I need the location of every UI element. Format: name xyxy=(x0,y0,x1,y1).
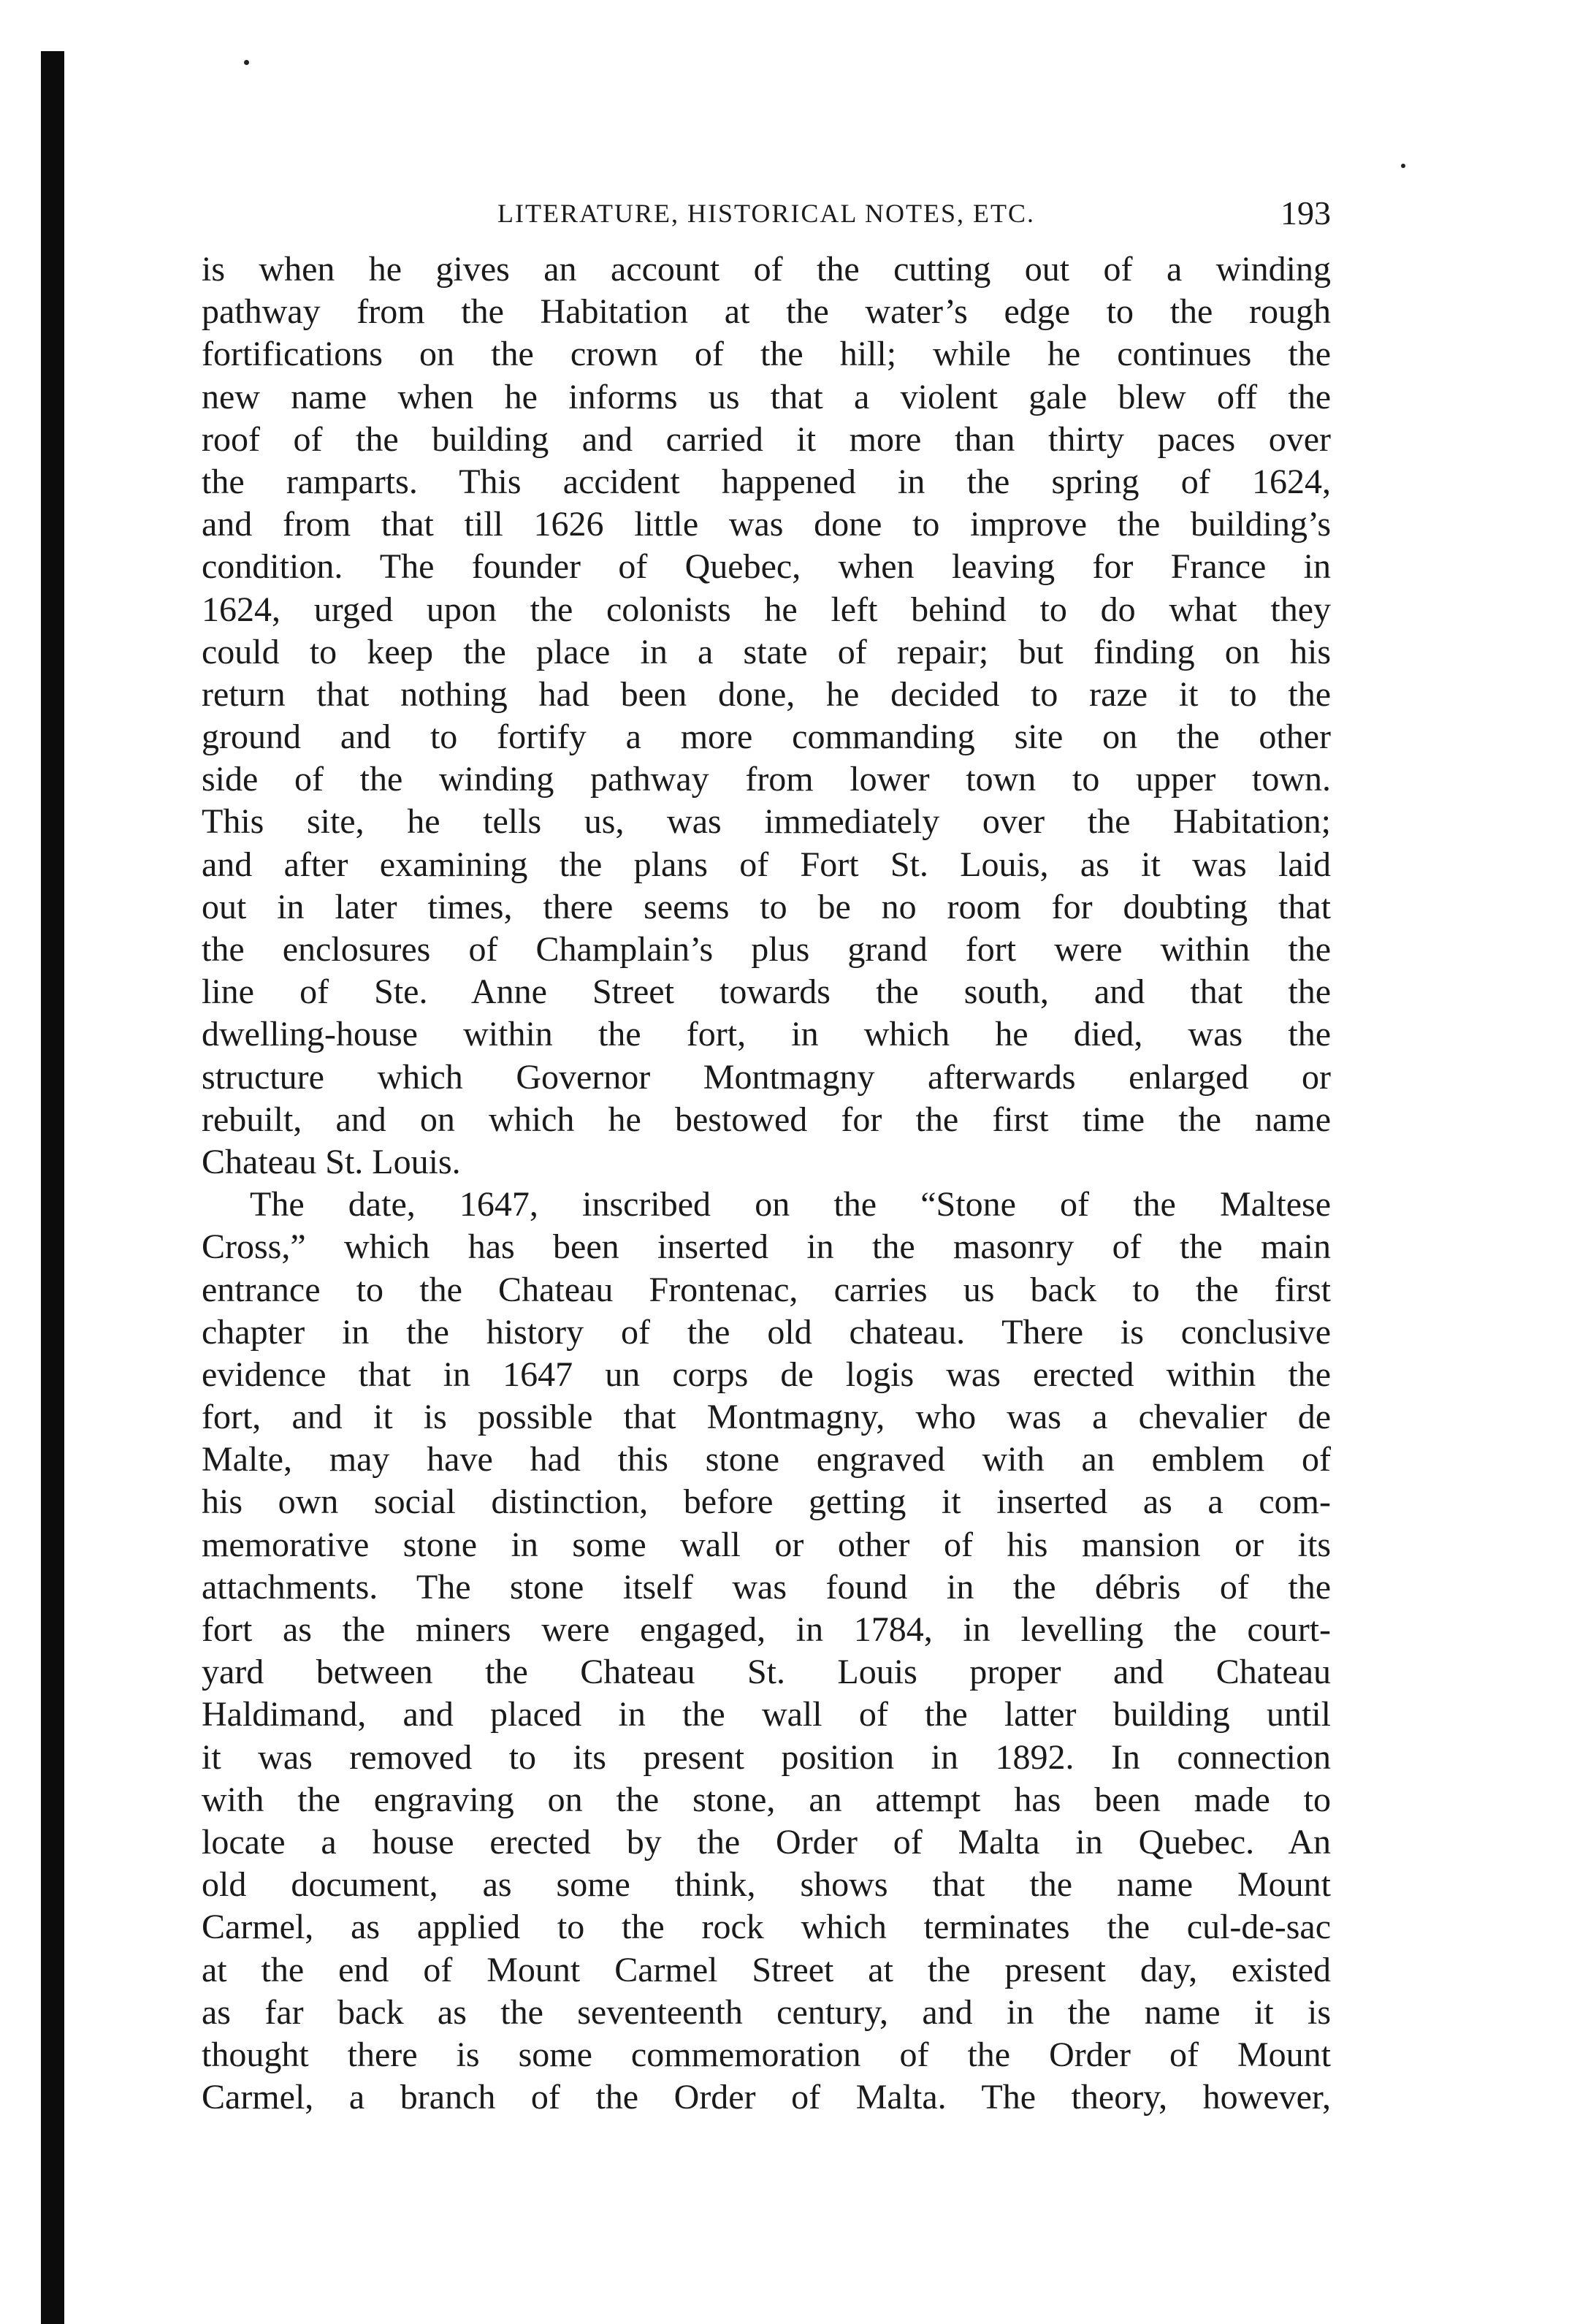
text-line: 1624, urged upon the colonists he left behind to do what they xyxy=(202,590,1331,629)
text-line: locate a house erected by the Order of Malta in Quebec. An xyxy=(202,1822,1331,1862)
paragraph-end-line: Chateau St. Louis. xyxy=(202,1142,461,1181)
text-line: out in later times, there seems to be no room for doubting that xyxy=(202,887,1331,926)
text-line: with the engraving on the stone, an attempt has been made to xyxy=(202,1780,1331,1819)
text-line: new name when he informs us that a violent gale blew off the xyxy=(202,377,1331,416)
text-line: the ramparts. This accident happened in the spring of 1624, xyxy=(202,462,1331,501)
text-line: line of Ste. Anne Street towards the south, and that the xyxy=(202,972,1331,1012)
text-line: is when he gives an account of the cutting out of a winding xyxy=(202,250,1331,289)
text-line: could to keep the place in a state of repair; but finding on his xyxy=(202,632,1331,671)
paragraph-start-line: The date, 1647, inscribed on the “Stone of the Maltese xyxy=(250,1185,1331,1224)
text-line: attachments. The stone itself was found in the débris of the xyxy=(202,1567,1331,1607)
text-line: dwelling-house within the fort, in which he died, was the xyxy=(202,1015,1331,1054)
text-line: side of the winding pathway from lower town to upper town. xyxy=(202,760,1331,799)
text-line: yard between the Chateau St. Louis proper and Chateau xyxy=(202,1653,1331,1692)
text-line: This site, he tells us, was immediately over the Habitation; xyxy=(202,802,1331,842)
scan-binding-edge xyxy=(41,51,64,2324)
text-line: Carmel, as applied to the rock which terminates the cul-de-sac xyxy=(202,1908,1331,1947)
text-line: evidence that in 1647 un corps de logis was erected within the xyxy=(202,1355,1331,1394)
text-line: old document, as some think, shows that the name Mount xyxy=(202,1865,1331,1905)
text-line: rebuilt, and on which he bestowed for the first time the name xyxy=(202,1100,1331,1139)
text-line: entrance to the Chateau Frontenac, carries us back to the first xyxy=(202,1270,1331,1309)
text-line: and after examining the plans of Fort St. Louis, as it was laid xyxy=(202,845,1331,884)
text-line: as far back as the seventeenth century, and in the name it is xyxy=(202,1992,1331,2032)
text-line: and from that till 1626 little was done to improve the building’s xyxy=(202,505,1331,544)
text-line: Malte, may have had this stone engraved with an emblem of xyxy=(202,1440,1331,1479)
text-line: fortifications on the crown of the hill; while he continues the xyxy=(202,335,1331,374)
scan-speck xyxy=(1401,164,1405,168)
text-line: return that nothing had been done, he decided to raze it to the xyxy=(202,674,1331,714)
text-line: the enclosures of Champlain’s plus grand fort were within the xyxy=(202,930,1331,969)
text-line: ground and to fortify a more commanding site on the other xyxy=(202,717,1331,757)
text-line: roof of the building and carried it more than thirty paces over xyxy=(202,419,1331,459)
text-line: Haldimand, and placed in the wall of the latter building until xyxy=(202,1695,1331,1734)
text-line: it was removed to its present position in 1892. In connection xyxy=(202,1737,1331,1777)
page-header xyxy=(202,191,1331,235)
body-text xyxy=(202,248,1331,2119)
text-line: at the end of Mount Carmel Street at the present day, existed xyxy=(202,1950,1331,1989)
text-line: his own social distinction, before getting it inserted as a com- xyxy=(202,1482,1331,1522)
text-line: fort as the miners were engaged, in 1784, in levelling the court- xyxy=(202,1610,1331,1649)
text-line: pathway from the Habitation at the water’s edge to the rough xyxy=(202,292,1331,332)
page-number: 193 xyxy=(1280,194,1331,232)
text-line: chapter in the history of the old chateau. There is conclusive xyxy=(202,1312,1331,1352)
text-line: fort, and it is possible that Montmagny, who was a chevalier de xyxy=(202,1398,1331,1437)
text-line: Cross,” which has been inserted in the masonry of the main xyxy=(202,1227,1331,1267)
scan-speck xyxy=(244,60,249,65)
text-line: Carmel, a branch of the Order of Malta. The theory, however, xyxy=(202,2078,1331,2117)
text-line: structure which Governor Montmagny afterwards enlarged or xyxy=(202,1057,1331,1097)
text-line: memorative stone in some wall or other of his mansion or its xyxy=(202,1525,1331,1564)
text-line: condition. The founder of Quebec, when leaving for France in xyxy=(202,547,1331,587)
text-line: thought there is some commemoration of the Order of Mount xyxy=(202,2035,1331,2074)
running-head: LITERATURE, HISTORICAL NOTES, ETC. xyxy=(497,199,1035,228)
